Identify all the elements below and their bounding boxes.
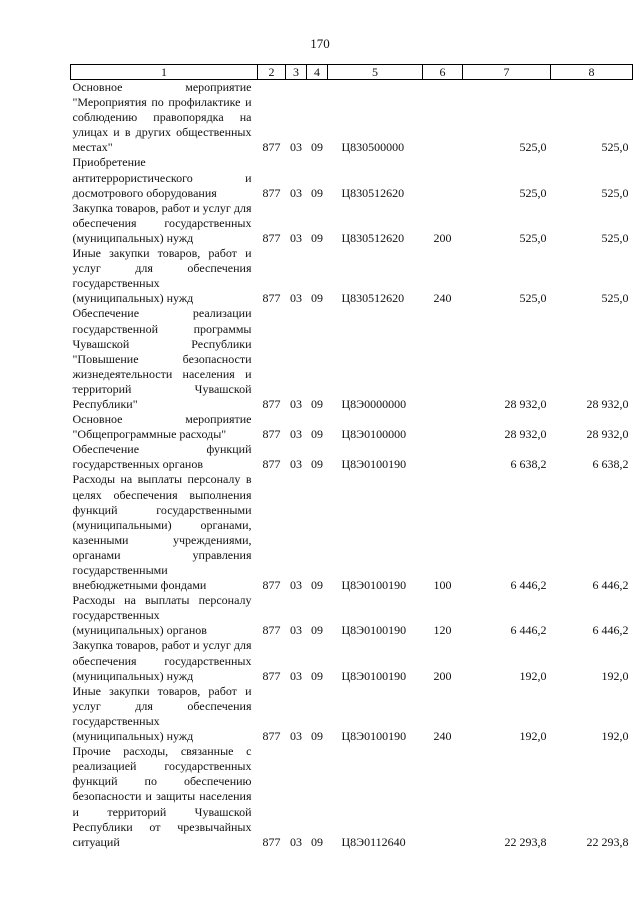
- section-code-cell: 03: [290, 457, 302, 472]
- section-code-cell: 03: [290, 396, 302, 411]
- amount-cell: 192,0: [519, 668, 547, 683]
- section-code-cell: 03: [290, 578, 302, 593]
- row-name-cell: Основное мероприятие "Мероприятия по профилактике и соблюдению правопорядка на улицах и в других общественных местах": [72, 80, 252, 155]
- expense-type-cell: [423, 744, 463, 850]
- amount-cell: 525,0: [601, 230, 629, 245]
- target-article-cell: Ц830512620: [341, 230, 405, 245]
- expense-type-cell: 200: [433, 230, 452, 245]
- section-code-cell: 03: [290, 291, 302, 306]
- amount-cell: 192,0: [601, 729, 629, 744]
- target-article-cell: Ц8Э0112640: [341, 834, 406, 849]
- ministry-code-cell: 877: [262, 668, 281, 683]
- expense-type-cell: 240: [433, 729, 452, 744]
- row-name-cell: Основное мероприятие "Общепрограммные расходы": [72, 412, 252, 442]
- expense-type-cell: 120: [433, 623, 452, 638]
- amount-cell: 6 638,2: [510, 457, 547, 472]
- subsection-code-cell: 09: [311, 578, 323, 593]
- target-article-cell: Ц830512620: [341, 185, 405, 200]
- amount-cell: 192,0: [601, 668, 629, 683]
- amount-cell: 28 932,0: [504, 396, 547, 411]
- amount-cell: 6 446,2: [592, 623, 629, 638]
- subsection-code-cell: 09: [311, 291, 323, 306]
- amount-cell: 28 932,0: [586, 427, 629, 442]
- amount-cell: 525,0: [519, 291, 547, 306]
- table-row: [71, 155, 633, 200]
- expense-type-cell: [423, 155, 463, 200]
- header-cell: 5: [328, 65, 423, 80]
- table-row: [71, 412, 633, 442]
- subsection-code-cell: 09: [311, 729, 323, 744]
- target-article-cell: Ц8Э0100190: [341, 623, 407, 638]
- ministry-code-cell: 877: [262, 230, 281, 245]
- amount-cell: 28 932,0: [586, 396, 629, 411]
- amount-cell: 6 446,2: [510, 578, 547, 593]
- subsection-code-cell: 09: [311, 427, 323, 442]
- amount-cell: 525,0: [519, 230, 547, 245]
- table-header-row: [71, 65, 633, 80]
- amount-cell: 6 446,2: [510, 623, 547, 638]
- section-code-cell: 03: [290, 230, 302, 245]
- subsection-code-cell: 09: [311, 185, 323, 200]
- ministry-code-cell: 877: [262, 140, 281, 155]
- budget-table: [70, 64, 633, 850]
- row-name-cell: Приобретение антитеррористического и досмотрового оборудования: [72, 155, 252, 200]
- amount-cell: 525,0: [601, 291, 629, 306]
- row-name-cell: Обеспечение функций государственных органов: [72, 442, 252, 472]
- expense-type-cell: 100: [433, 578, 452, 593]
- target-article-cell: Ц8Э0100190: [341, 729, 407, 744]
- target-article-cell: Ц8Э0100190: [341, 668, 407, 683]
- table-row: [71, 638, 633, 683]
- ministry-code-cell: 877: [262, 457, 281, 472]
- header-cell: 2: [258, 65, 286, 80]
- header-cell: 7: [463, 65, 551, 80]
- row-name-cell: Обеспечение реализации государственной программы Чувашской Республики "Повышение безопасности жизнедеятельности населения и территорий Чувашской Республики": [72, 306, 252, 411]
- section-code-cell: 03: [290, 834, 302, 849]
- expense-type-cell: [423, 306, 463, 412]
- subsection-code-cell: 09: [311, 140, 323, 155]
- row-name-cell: Расходы на выплаты персоналу государственных (муниципальных) органов: [72, 593, 252, 638]
- table-row: [71, 201, 633, 246]
- amount-cell: 525,0: [519, 140, 547, 155]
- row-name-cell: Иные закупки товаров, работ и услуг для обеспечения государственных (муниципальных) нужд: [72, 683, 252, 744]
- amount-cell: 525,0: [601, 185, 629, 200]
- subsection-code-cell: 09: [311, 457, 323, 472]
- target-article-cell: Ц8Э0000000: [341, 396, 407, 411]
- table-row: [71, 744, 633, 850]
- amount-cell: 192,0: [519, 729, 547, 744]
- section-code-cell: 03: [290, 185, 302, 200]
- section-code-cell: 03: [290, 623, 302, 638]
- amount-cell: 525,0: [601, 140, 629, 155]
- expense-type-cell: [423, 80, 463, 156]
- ministry-code-cell: 877: [262, 578, 281, 593]
- target-article-cell: Ц8Э0100190: [341, 457, 407, 472]
- row-name-cell: Иные закупки товаров, работ и услуг для обеспечения государственных (муниципальных) нужд: [72, 246, 252, 306]
- expense-type-cell: 240: [433, 291, 452, 306]
- row-name-cell: Закупка товаров, работ и услуг для обеспечения государственных (муниципальных) нужд: [72, 638, 252, 683]
- ministry-code-cell: 877: [262, 729, 281, 744]
- header-cell: 8: [551, 65, 633, 80]
- header-cell: 4: [307, 65, 328, 80]
- section-code-cell: 03: [290, 140, 302, 155]
- amount-cell: 28 932,0: [504, 427, 547, 442]
- ministry-code-cell: 877: [262, 427, 281, 442]
- amount-cell: 525,0: [519, 185, 547, 200]
- subsection-code-cell: 09: [311, 834, 323, 849]
- section-code-cell: 03: [290, 729, 302, 744]
- ministry-code-cell: 877: [262, 834, 281, 849]
- target-article-cell: Ц8Э0100190: [341, 578, 407, 593]
- row-name-cell: Закупка товаров, работ и услуг для обеспечения государственных (муниципальных) нужд: [72, 200, 252, 245]
- subsection-code-cell: 09: [311, 623, 323, 638]
- row-name-cell: Прочие расходы, связанные с реализацией государственных функций по обеспечению безопасности и защиты населения и территорий Чувашской Республики от чрезвычайных ситуаций: [72, 744, 252, 849]
- ministry-code-cell: 877: [262, 396, 281, 411]
- header-cell: 1: [71, 65, 258, 80]
- subsection-code-cell: 09: [311, 396, 323, 411]
- page-number: 170: [310, 36, 330, 51]
- table-row: [71, 684, 633, 744]
- amount-cell: 6 638,2: [592, 457, 629, 472]
- subsection-code-cell: 09: [311, 230, 323, 245]
- ministry-code-cell: 877: [262, 185, 281, 200]
- table-row: [71, 246, 633, 306]
- expense-type-cell: [423, 442, 463, 472]
- target-article-cell: Ц830500000: [341, 140, 405, 155]
- amount-cell: 6 446,2: [592, 578, 629, 593]
- expense-type-cell: 200: [433, 668, 452, 683]
- amount-cell: 22 293,8: [586, 834, 629, 849]
- target-article-cell: Ц830512620: [341, 291, 405, 306]
- subsection-code-cell: 09: [311, 668, 323, 683]
- table-row: [71, 442, 633, 472]
- target-article-cell: Ц8Э0100000: [341, 427, 407, 442]
- ministry-code-cell: 877: [262, 623, 281, 638]
- section-code-cell: 03: [290, 668, 302, 683]
- table-row: [71, 306, 633, 412]
- header-cell: 3: [286, 65, 307, 80]
- expense-type-cell: [423, 412, 463, 442]
- table-row: [71, 80, 633, 156]
- header-cell: 6: [423, 65, 463, 80]
- ministry-code-cell: 877: [262, 291, 281, 306]
- row-name-cell: Расходы на выплаты персоналу в целях обеспечения выполнения функций государственными (муниципальными) органами, казенными учреждениями, органами управления государственными внебюджетными фондами: [72, 472, 252, 593]
- table-row: [71, 593, 633, 638]
- amount-cell: 22 293,8: [504, 834, 547, 849]
- table-row: [71, 472, 633, 593]
- section-code-cell: 03: [290, 427, 302, 442]
